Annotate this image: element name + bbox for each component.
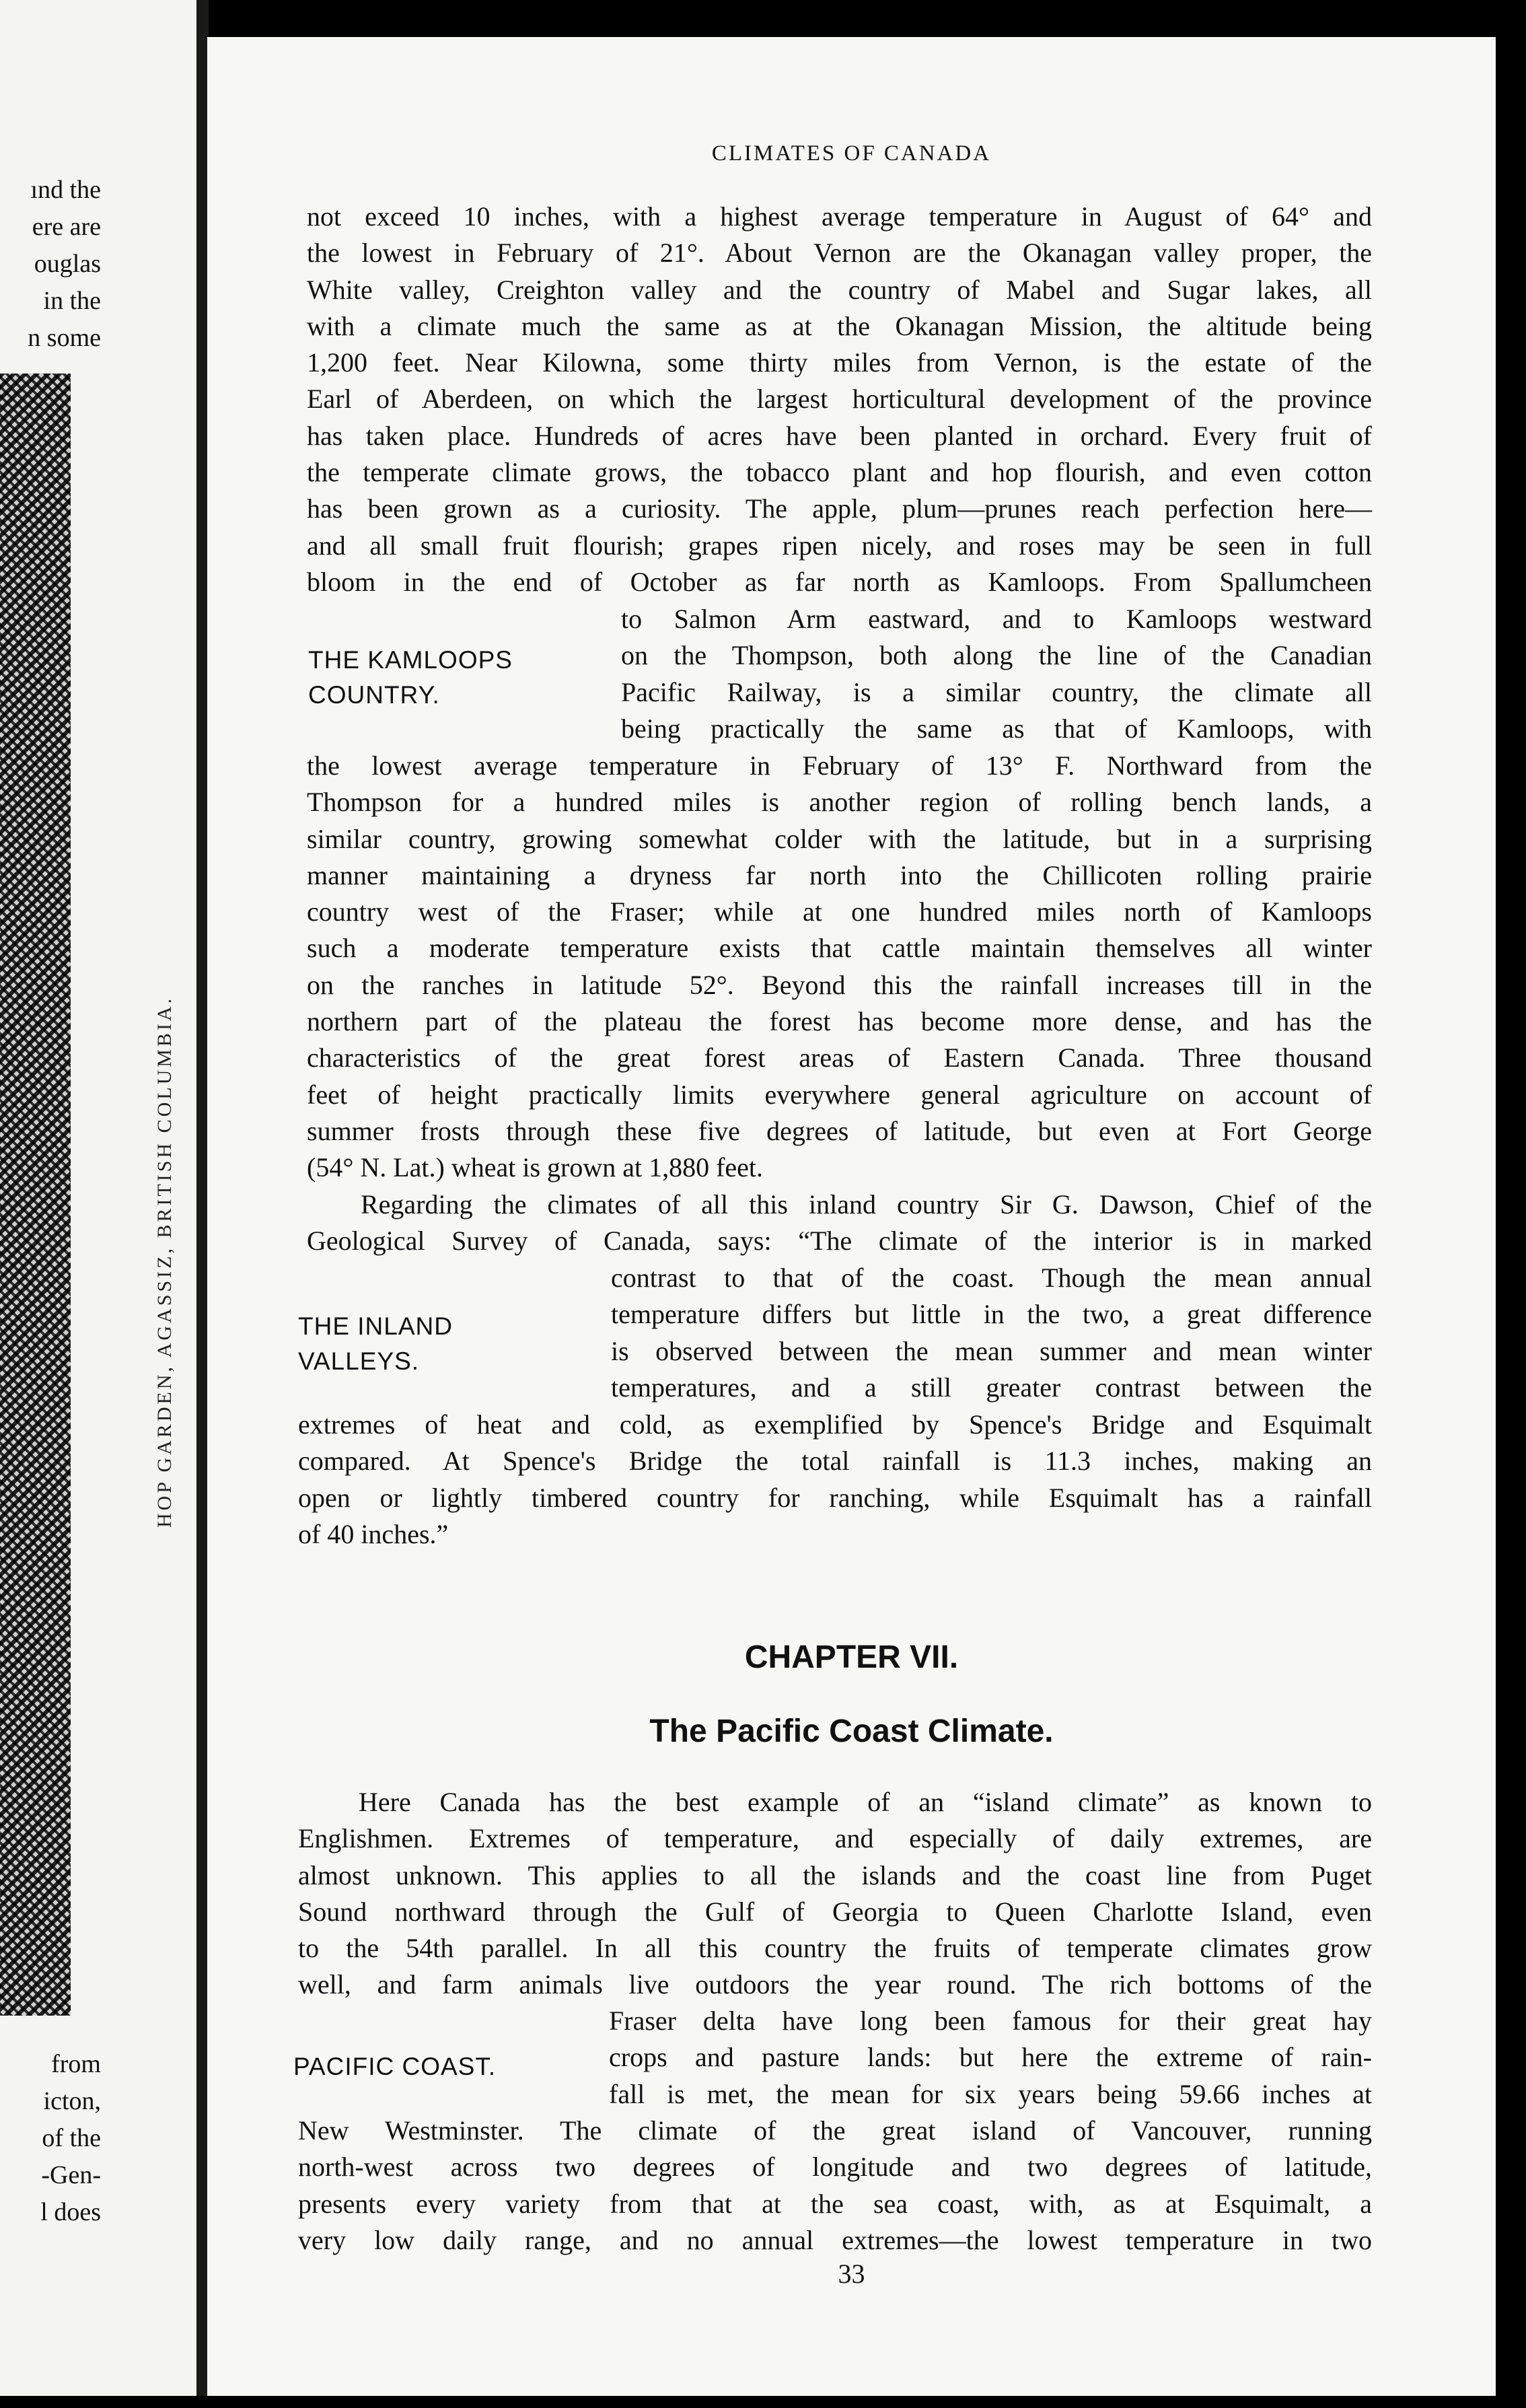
paragraph-kamloops-inset: to Salmon Arm eastward, and to Kamloops westward on the Thompson, both along the line of the Canadian Pacific Railway, is a similar country, the climate all being practically the same as that of Kamloops, with <box>621 604 1372 744</box>
paragraph-vancouver-island: New Westminster. The climate of the great island of Vancouver, running north-west across two degrees of longitude and two degrees of latitude, presents every variety from that at the sea coast, with, as at Esquimalt, a very low daily range, and no annual extremes—the lowest temperature in two <box>298 2115 1372 2255</box>
left-facing-page <box>0 0 205 2396</box>
running-head: CLIMATES OF CANADA <box>711 141 992 166</box>
paragraph-fraser-inset: Fraser delta have long been famous for their great hay crops and pasture lands: but here the extreme of rain- fall is met, the mean for six years being 59.66 inches at <box>609 2006 1372 2109</box>
paragraph-okanagan: not exceed 10 inches, with a highest average temperature in August of 64° and the lowest in February of 21°. About Vernon are the Okanagan valley proper, the White valley, Creighton valley and the country of Mabel and Sugar lakes, all with a climate much the same as at the Okanagan Mission, the altitude being 1,200 feet. Near Kilowna, some thirty miles from Vernon, is the estate of the Earl of Aberdeen, on which the largest horticultural development of the province has taken place. Hundreds of acres have been planted in orchard. Every fruit of the temperate climate grows, the tobacco plant and hop flourish, and even cotton has been grown as a curiosity. The apple, plum—prunes reach perfection here— and all small fruit flourish; grapes ripen nicely, and roses may be seen in full bloom in the end of October as far north as Kamloops. From Spallumcheen <box>307 201 1372 597</box>
paragraph-dawson: Regarding the climates of all this inland country Sir G. Dawson, Chief of the Geological Survey of Canada, says: “The climate of the interior is in marked <box>307 1189 1372 1256</box>
paragraph-thompson: the lowest average temperature in February of 13° F. Northward from the Thompson for a hundred miles is another region of rolling bench lands, a similar country, growing somewhat colder with the latitude, but in a surprising manner maintaining a dryness far north into the Chillicoten rolling prairie country west of the Fraser; while at one hundred miles north of Kamloops such a moderate temperature exists that cattle maintain themselves all winter on the ranches in latitude 52°. Beyond this the rainfall increases till in the northern part of the plateau the forest has become more dense, and has the characteristics of the great forest areas of Eastern Canada. Three thousand feet of height practically limits everywhere general agriculture on account of summer frosts through these five degrees of latitude, but even at Fort George (54° N. Lat.) wheat is grown at 1,880 feet. <box>307 750 1372 1183</box>
left-page-bottom-text: from icton, of the -Gen- l does <box>40 2050 101 2226</box>
sidenote-pacific-coast: PACIFIC COAST. <box>293 2053 497 2080</box>
paragraph-spences-bridge: extremes of heat and cold, as exemplified by Spence's Bridge and Esquimalt compared. At Spence's Bridge the total rainfall is 11.3 inches, making an open or lightly timbered country for ranching, while Esquimalt has a rainfall of 40 inches.” <box>298 1409 1372 1549</box>
illustration-caption: HOP GARDEN, AGASSIZ, BRITISH COLUMBIA. <box>153 995 176 1528</box>
page-number: 33 <box>838 2259 865 2289</box>
paragraph-inland-inset: contrast to that of the coast. Though the mean annual temperature differs but little in the two, a great difference is observed between the mean summer and mean winter temperatures, and a still greater contrast between the <box>611 1263 1372 1403</box>
hop-garden-illustration <box>0 374 71 2016</box>
sidenote-inland-valleys: THE INLAND VALLEYS. <box>298 1312 453 1375</box>
chapter-subtitle: The Pacific Coast Climate. <box>649 1713 1054 1749</box>
chapter-heading: CHAPTER VII. <box>744 1639 959 1675</box>
left-page-top-text: ınd the ere are ouglas in the n some <box>28 176 101 352</box>
right-page <box>207 37 1496 2396</box>
sidenote-kamloops: THE KAMLOOPS COUNTRY. <box>308 646 513 709</box>
paragraph-island-climate: Here Canada has the best example of an “island climate” as known to Englishmen. Extremes of temperature, and especially of daily extremes, are almost unknown. This applies to all the islands and the coast line from Puget Sound northward through the Gulf of Georgia to Queen Charlotte Island, even to the 54th parallel. In all this country the fruits of temperate climates grow well, and farm animals live outdoors the year round. The rich bottoms of the <box>298 1787 1372 2000</box>
